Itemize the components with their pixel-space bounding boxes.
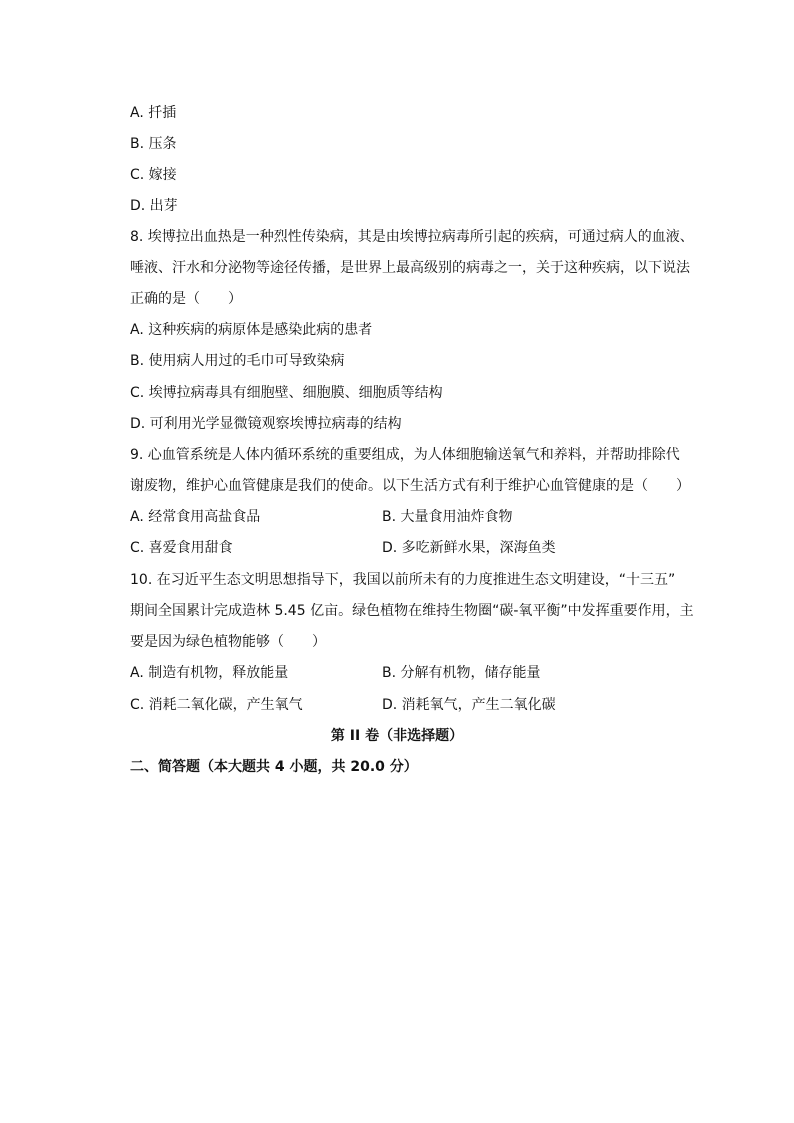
q10-stem-line-3: 要是因为绿色植物能够（ ） xyxy=(130,634,326,650)
q10-option-c: C. 消耗二氧化碳，产生氧气 xyxy=(130,697,303,713)
section-2-title: 第 II 卷（非选择题） xyxy=(330,728,464,744)
q7-option-b: B. 压条 xyxy=(130,136,177,152)
q10-option-d: D. 消耗氧气，产生二氧化碳 xyxy=(382,697,556,713)
q9-option-c: C. 喜爱食用甜食 xyxy=(130,540,233,556)
q8-option-a: A. 这种疾病的病原体是感染此病的患者 xyxy=(130,322,373,338)
q7-option-d: D. 出芽 xyxy=(130,198,178,214)
q8-option-c: C. 埃博拉病毒具有细胞壁、细胞膜、细胞质等结构 xyxy=(130,385,443,401)
q10-option-a: A. 制造有机物，释放能量 xyxy=(130,665,289,681)
q8-stem-line-1: 8. 埃博拉出血热是一种烈性传染病，其是由埃博拉病毒所引起的疾病，可通过病人的血液、 xyxy=(130,229,694,245)
q8-option-b: B. 使用病人用过的毛巾可导致染病 xyxy=(130,353,345,369)
q8-stem-line-2: 唾液、汗水和分泌物等途径传播，是世界上最高级别的病毒之一，关于这种疾病，以下说法 xyxy=(130,260,690,276)
section-2-subtitle: 二、简答题（本大题共 4 小题，共 20.0 分） xyxy=(130,759,418,775)
q9-stem-line-2: 谢废物，维护心血管健康是我们的使命。以下生活方式有利于维护心血管健康的是（ ） xyxy=(130,478,690,494)
q7-option-c: C. 嫁接 xyxy=(130,167,177,183)
q8-option-d: D. 可利用光学显微镜观察埃博拉病毒的结构 xyxy=(130,416,402,432)
q9-option-a: A. 经常食用高盐食品 xyxy=(130,509,261,525)
q10-option-b: B. 分解有机物，储存能量 xyxy=(382,665,541,681)
q9-option-b: B. 大量食用油炸食物 xyxy=(382,509,513,525)
q9-stem-line-1: 9. 心血管系统是人体内循环系统的重要组成，为人体细胞输送氧气和养料，并帮助排除代 xyxy=(130,447,680,463)
q10-stem-line-1: 10. 在习近平生态文明思想指导下，我国以前所未有的力度推进生态文明建设，“十三五” xyxy=(130,572,676,588)
q9-option-d: D. 多吃新鲜水果，深海鱼类 xyxy=(382,540,556,556)
q8-stem-line-3: 正确的是（ ） xyxy=(130,291,242,307)
q7-option-a: A. 扦插 xyxy=(130,105,177,121)
q10-stem-line-2: 期间全国累计完成造林 5.45 亿亩。绿色植物在维持生物圈“碳-氧平衡”中发挥重要作用，主 xyxy=(130,603,694,619)
